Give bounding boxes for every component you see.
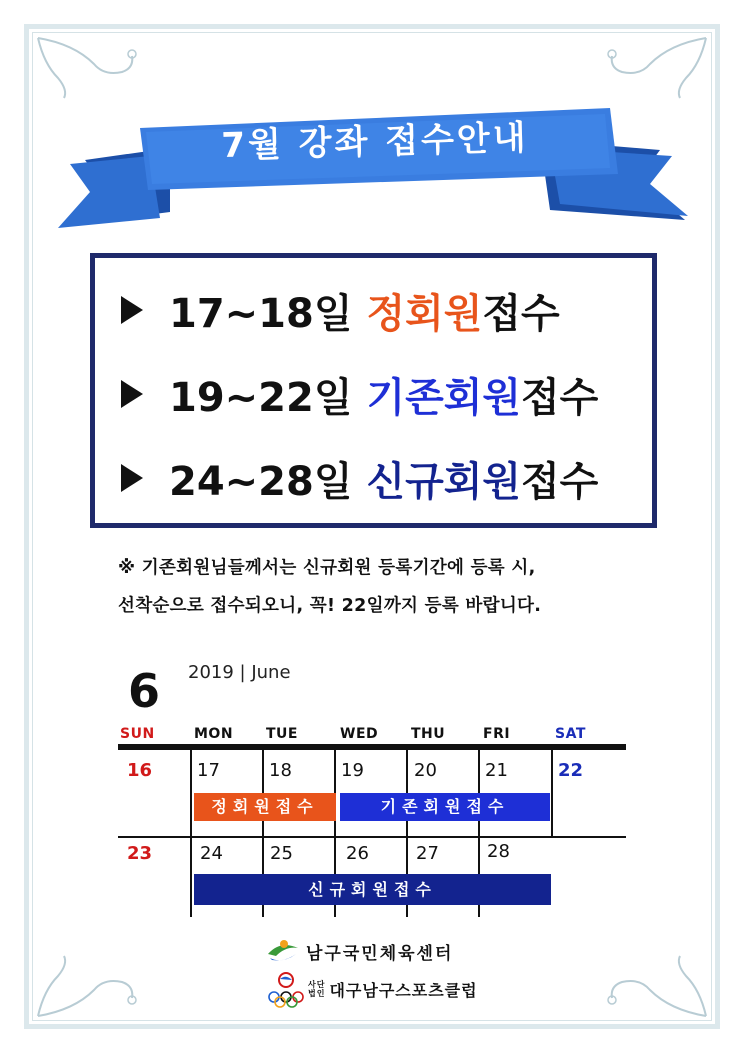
schedule-category: 신규회원 xyxy=(366,458,522,505)
note-line-1: ※ 기존회원님들께서는 신규회원 등록기간에 등록 시, xyxy=(118,558,536,578)
schedule-category: 기존회원 xyxy=(366,374,522,421)
day-header-sun: SUN xyxy=(120,726,155,742)
date-cell: 24 xyxy=(200,843,223,864)
schedule-row-regular xyxy=(121,280,560,340)
day-header-wed: WED xyxy=(340,726,379,742)
corner-ornament-top-right xyxy=(600,34,710,104)
club-prefix xyxy=(308,980,325,998)
date-cell: 21 xyxy=(485,760,508,781)
olympic-rings-icon xyxy=(266,970,306,1008)
schedule-suffix: 접수 xyxy=(482,290,560,337)
date-cell: 17 xyxy=(197,760,220,781)
center-name: 남구국민체육센터 xyxy=(306,943,454,964)
calendar-week-divider xyxy=(118,836,626,838)
note-line-2: 선착순으로 접수되오니, 꼭! 22일까지 등록 바랍니다. xyxy=(118,596,542,616)
regular-member-bar: 정회원접수 xyxy=(194,793,336,821)
calendar-year-month: 2019 | June xyxy=(188,662,291,683)
club-logo xyxy=(266,970,478,1008)
date-cell: 28 xyxy=(487,841,510,862)
date-cell: 25 xyxy=(270,843,293,864)
schedule-days: 24~28일 xyxy=(169,458,353,505)
schedule-days: 17~18일 xyxy=(169,290,353,337)
club-prefix-top: 사단 xyxy=(308,980,326,989)
page-title: 7월 강좌 접수안내 xyxy=(220,117,530,167)
schedule-suffix: 접수 xyxy=(521,374,599,421)
center-logo xyxy=(266,938,453,964)
date-cell: 16 xyxy=(127,760,153,781)
date-cell: 18 xyxy=(269,760,292,781)
corner-ornament-bottom-left xyxy=(34,948,144,1020)
schedule-days: 19~22일 xyxy=(169,374,353,421)
date-cell: 20 xyxy=(414,760,437,781)
day-header-tue: TUE xyxy=(266,726,298,742)
calendar-grid-line xyxy=(190,750,192,917)
day-header-fri: FRI xyxy=(483,726,511,742)
triangle-arrow-icon xyxy=(121,296,143,324)
date-cell: 22 xyxy=(558,760,584,781)
center-emblem-icon xyxy=(266,938,300,964)
date-cell: 27 xyxy=(416,843,439,864)
calendar-grid-line xyxy=(551,750,553,838)
day-header-mon: MON xyxy=(194,726,234,742)
corner-ornament-top-left xyxy=(34,34,144,104)
schedule-category: 정회원 xyxy=(366,290,483,337)
schedule-row-existing xyxy=(121,364,598,424)
date-cell: 26 xyxy=(346,843,369,864)
club-name: 대구남구스포츠클럽 xyxy=(329,980,478,1000)
calendar-month-number: 6 xyxy=(128,664,161,718)
corner-ornament-bottom-right xyxy=(600,948,710,1020)
schedule-row-new xyxy=(121,448,598,508)
schedule-suffix: 접수 xyxy=(521,458,599,505)
new-member-bar: 신규회원접수 xyxy=(194,874,551,905)
triangle-arrow-icon xyxy=(121,464,143,492)
existing-member-bar: 기존회원접수 xyxy=(340,793,550,821)
triangle-arrow-icon xyxy=(121,380,143,408)
schedule-box xyxy=(90,253,657,528)
club-prefix-bottom: 법인 xyxy=(308,989,326,998)
date-cell: 23 xyxy=(127,843,153,864)
date-cell: 19 xyxy=(341,760,364,781)
day-header-thu: THU xyxy=(411,726,446,742)
calendar-top-rule xyxy=(118,744,626,750)
day-header-sat: SAT xyxy=(555,726,586,742)
